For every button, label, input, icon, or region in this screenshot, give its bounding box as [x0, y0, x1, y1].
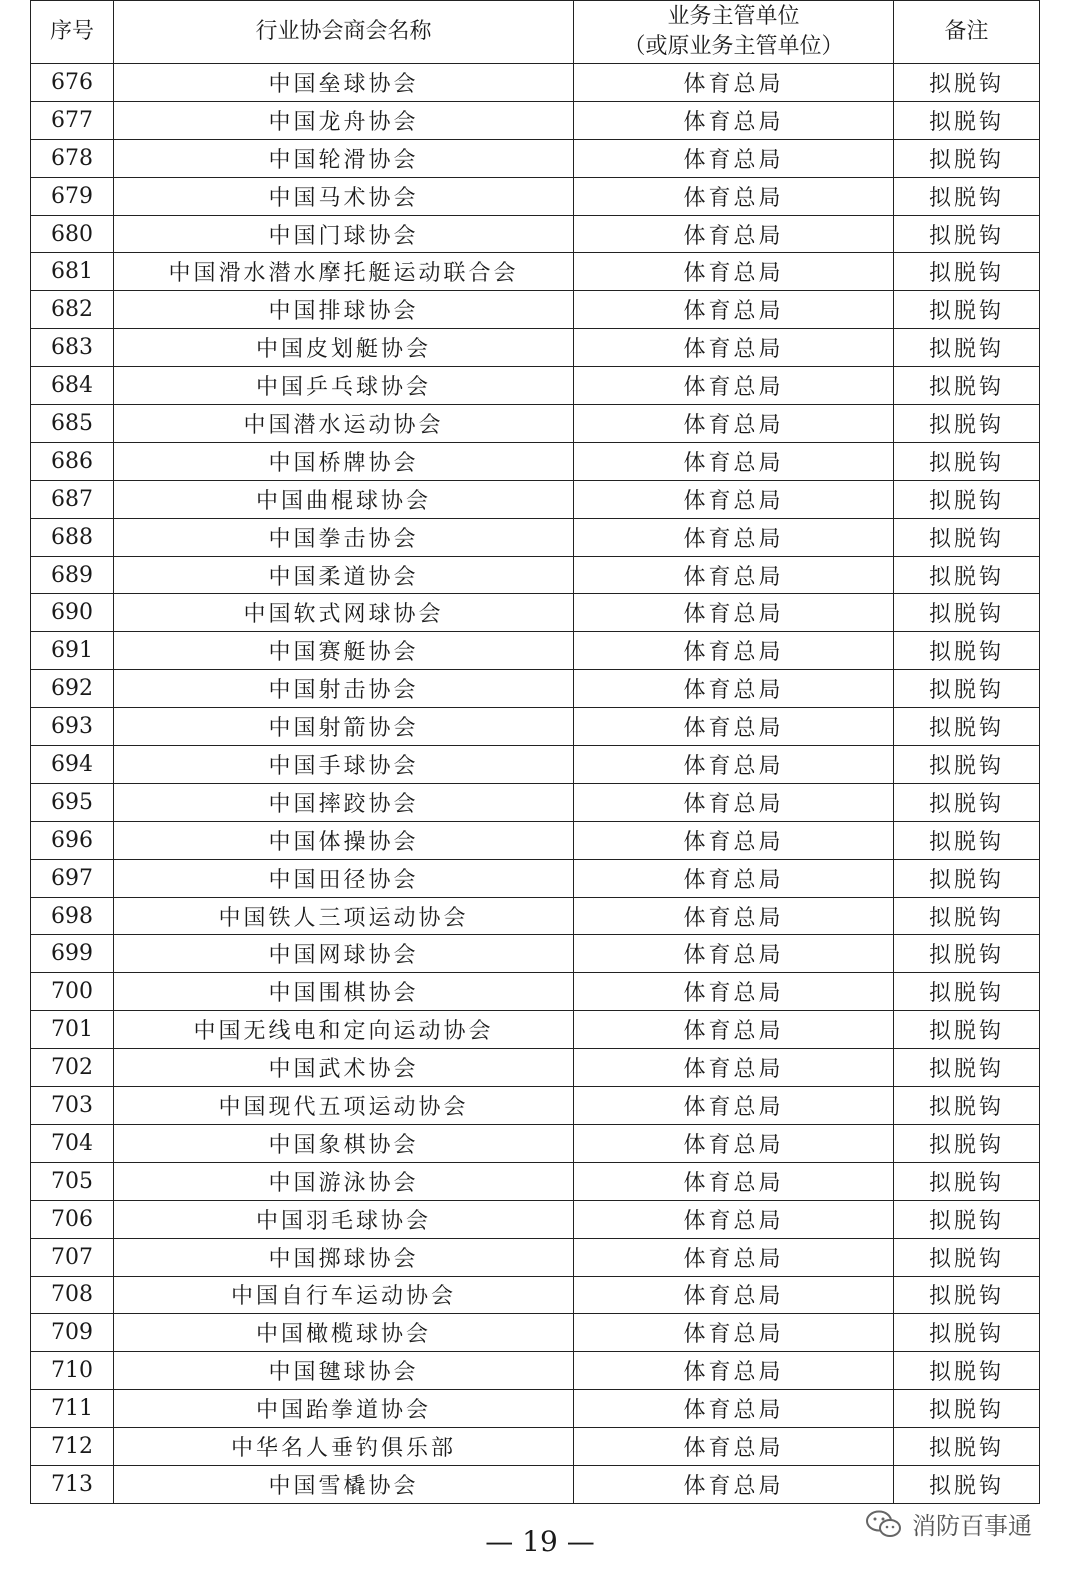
associations-table [30, 0, 1040, 1504]
cell-note: 拟脱钩 [894, 101, 1040, 139]
header-note: 备注 [894, 1, 1040, 64]
table-row [31, 1352, 1040, 1390]
table-row [31, 708, 1040, 746]
cell-seq: 706 [31, 1200, 114, 1238]
cell-name: 中国铁人三项运动协会 [114, 897, 574, 935]
cell-name: 中国垒球协会 [114, 64, 574, 102]
table-row [31, 291, 1040, 329]
table-row [31, 1162, 1040, 1200]
cell-supervisor: 体育总局 [574, 1352, 894, 1390]
cell-name: 中华名人垂钓俱乐部 [114, 1428, 574, 1466]
cell-note: 拟脱钩 [894, 1314, 1040, 1352]
cell-note: 拟脱钩 [894, 480, 1040, 518]
cell-supervisor: 体育总局 [574, 1314, 894, 1352]
cell-seq: 693 [31, 708, 114, 746]
cell-supervisor: 体育总局 [574, 594, 894, 632]
cell-seq: 708 [31, 1276, 114, 1314]
cell-note: 拟脱钩 [894, 897, 1040, 935]
cell-seq: 710 [31, 1352, 114, 1390]
cell-seq: 683 [31, 329, 114, 367]
cell-supervisor: 体育总局 [574, 139, 894, 177]
cell-note: 拟脱钩 [894, 594, 1040, 632]
cell-supervisor: 体育总局 [574, 1238, 894, 1276]
cell-supervisor: 体育总局 [574, 1124, 894, 1162]
cell-name: 中国橄榄球协会 [114, 1314, 574, 1352]
cell-name: 中国软式网球协会 [114, 594, 574, 632]
cell-note: 拟脱钩 [894, 783, 1040, 821]
table-row [31, 442, 1040, 480]
cell-seq: 703 [31, 1087, 114, 1125]
cell-seq: 687 [31, 480, 114, 518]
cell-seq: 712 [31, 1428, 114, 1466]
cell-supervisor: 体育总局 [574, 632, 894, 670]
cell-name: 中国乒乓球协会 [114, 367, 574, 405]
cell-supervisor: 体育总局 [574, 367, 894, 405]
cell-note: 拟脱钩 [894, 1124, 1040, 1162]
cell-supervisor: 体育总局 [574, 291, 894, 329]
cell-seq: 711 [31, 1390, 114, 1428]
cell-note: 拟脱钩 [894, 1011, 1040, 1049]
cell-name: 中国象棋协会 [114, 1124, 574, 1162]
cell-seq: 677 [31, 101, 114, 139]
cell-supervisor: 体育总局 [574, 1049, 894, 1087]
cell-seq: 707 [31, 1238, 114, 1276]
cell-supervisor: 体育总局 [574, 442, 894, 480]
table-row [31, 101, 1040, 139]
cell-note: 拟脱钩 [894, 215, 1040, 253]
cell-note: 拟脱钩 [894, 973, 1040, 1011]
cell-note: 拟脱钩 [894, 1465, 1040, 1503]
table-row [31, 1011, 1040, 1049]
table-row [31, 480, 1040, 518]
cell-supervisor: 体育总局 [574, 973, 894, 1011]
cell-seq: 705 [31, 1162, 114, 1200]
cell-supervisor: 体育总局 [574, 935, 894, 973]
cell-supervisor: 体育总局 [574, 821, 894, 859]
cell-supervisor: 体育总局 [574, 1390, 894, 1428]
cell-name: 中国桥牌协会 [114, 442, 574, 480]
cell-seq: 688 [31, 518, 114, 556]
cell-name: 中国滑水潜水摩托艇运动联合会 [114, 253, 574, 291]
cell-supervisor: 体育总局 [574, 783, 894, 821]
cell-note: 拟脱钩 [894, 821, 1040, 859]
header-row [31, 1, 1040, 64]
cell-supervisor: 体育总局 [574, 1087, 894, 1125]
cell-name: 中国射箭协会 [114, 708, 574, 746]
cell-name: 中国毽球协会 [114, 1352, 574, 1390]
cell-note: 拟脱钩 [894, 139, 1040, 177]
cell-note: 拟脱钩 [894, 177, 1040, 215]
cell-note: 拟脱钩 [894, 632, 1040, 670]
cell-note: 拟脱钩 [894, 329, 1040, 367]
cell-seq: 699 [31, 935, 114, 973]
cell-name: 中国网球协会 [114, 935, 574, 973]
cell-note: 拟脱钩 [894, 1428, 1040, 1466]
cell-seq: 692 [31, 670, 114, 708]
cell-note: 拟脱钩 [894, 1276, 1040, 1314]
cell-seq: 694 [31, 746, 114, 784]
cell-name: 中国射击协会 [114, 670, 574, 708]
cell-supervisor: 体育总局 [574, 480, 894, 518]
cell-name: 中国柔道协会 [114, 556, 574, 594]
table-row [31, 783, 1040, 821]
cell-note: 拟脱钩 [894, 1200, 1040, 1238]
table-row [31, 64, 1040, 102]
cell-seq: 701 [31, 1011, 114, 1049]
cell-supervisor: 体育总局 [574, 1428, 894, 1466]
cell-supervisor: 体育总局 [574, 897, 894, 935]
table-row [31, 821, 1040, 859]
cell-name: 中国雪橇协会 [114, 1465, 574, 1503]
cell-seq: 696 [31, 821, 114, 859]
table-row [31, 859, 1040, 897]
cell-supervisor: 体育总局 [574, 746, 894, 784]
table-row [31, 1276, 1040, 1314]
cell-seq: 679 [31, 177, 114, 215]
table-row [31, 935, 1040, 973]
cell-seq: 690 [31, 594, 114, 632]
cell-name: 中国无线电和定向运动协会 [114, 1011, 574, 1049]
cell-supervisor: 体育总局 [574, 708, 894, 746]
cell-note: 拟脱钩 [894, 1049, 1040, 1087]
cell-name: 中国手球协会 [114, 746, 574, 784]
table-row [31, 632, 1040, 670]
cell-supervisor: 体育总局 [574, 670, 894, 708]
header-supervisor [574, 1, 894, 64]
table-row [31, 1390, 1040, 1428]
cell-seq: 698 [31, 897, 114, 935]
table-row [31, 1124, 1040, 1162]
cell-note: 拟脱钩 [894, 670, 1040, 708]
cell-name: 中国围棋协会 [114, 973, 574, 1011]
cell-name: 中国体操协会 [114, 821, 574, 859]
cell-note: 拟脱钩 [894, 708, 1040, 746]
table-row [31, 746, 1040, 784]
cell-name: 中国门球协会 [114, 215, 574, 253]
cell-note: 拟脱钩 [894, 1238, 1040, 1276]
header-seq: 序号 [31, 1, 114, 64]
cell-seq: 691 [31, 632, 114, 670]
cell-name: 中国掷球协会 [114, 1238, 574, 1276]
cell-name: 中国自行车运动协会 [114, 1276, 574, 1314]
cell-seq: 678 [31, 139, 114, 177]
cell-supervisor: 体育总局 [574, 1162, 894, 1200]
cell-note: 拟脱钩 [894, 442, 1040, 480]
cell-name: 中国赛艇协会 [114, 632, 574, 670]
cell-note: 拟脱钩 [894, 405, 1040, 443]
cell-seq: 681 [31, 253, 114, 291]
cell-name: 中国曲棍球协会 [114, 480, 574, 518]
cell-note: 拟脱钩 [894, 367, 1040, 405]
table-row [31, 329, 1040, 367]
cell-seq: 680 [31, 215, 114, 253]
cell-seq: 704 [31, 1124, 114, 1162]
cell-note: 拟脱钩 [894, 935, 1040, 973]
cell-name: 中国跆拳道协会 [114, 1390, 574, 1428]
cell-name: 中国龙舟协会 [114, 101, 574, 139]
cell-name: 中国轮滑协会 [114, 139, 574, 177]
cell-note: 拟脱钩 [894, 746, 1040, 784]
table-row [31, 670, 1040, 708]
table-row [31, 139, 1040, 177]
cell-seq: 682 [31, 291, 114, 329]
table-row [31, 405, 1040, 443]
table-row [31, 556, 1040, 594]
cell-supervisor: 体育总局 [574, 329, 894, 367]
table-row [31, 367, 1040, 405]
table-row [31, 1200, 1040, 1238]
cell-supervisor: 体育总局 [574, 1011, 894, 1049]
cell-name: 中国潜水运动协会 [114, 405, 574, 443]
cell-seq: 695 [31, 783, 114, 821]
table-row [31, 253, 1040, 291]
cell-seq: 713 [31, 1465, 114, 1503]
table-row [31, 1049, 1040, 1087]
cell-seq: 684 [31, 367, 114, 405]
table-row [31, 594, 1040, 632]
cell-name: 中国现代五项运动协会 [114, 1087, 574, 1125]
cell-note: 拟脱钩 [894, 291, 1040, 329]
cell-seq: 686 [31, 442, 114, 480]
table-row [31, 1238, 1040, 1276]
cell-supervisor: 体育总局 [574, 215, 894, 253]
cell-supervisor: 体育总局 [574, 101, 894, 139]
table-row [31, 518, 1040, 556]
cell-name: 中国田径协会 [114, 859, 574, 897]
page-number: — 19 — [485, 1525, 595, 1558]
header-supervisor-line2: （或原业务主管单位） [623, 34, 844, 59]
cell-note: 拟脱钩 [894, 859, 1040, 897]
cell-seq: 685 [31, 405, 114, 443]
cell-name: 中国游泳协会 [114, 1162, 574, 1200]
cell-supervisor: 体育总局 [574, 253, 894, 291]
cell-note: 拟脱钩 [894, 1390, 1040, 1428]
cell-seq: 689 [31, 556, 114, 594]
cell-name: 中国武术协会 [114, 1049, 574, 1087]
cell-supervisor: 体育总局 [574, 1200, 894, 1238]
cell-name: 中国摔跤协会 [114, 783, 574, 821]
cell-supervisor: 体育总局 [574, 405, 894, 443]
cell-seq: 702 [31, 1049, 114, 1087]
cell-note: 拟脱钩 [894, 1352, 1040, 1390]
cell-note: 拟脱钩 [894, 1162, 1040, 1200]
cell-seq: 709 [31, 1314, 114, 1352]
watermark-text: 消防百事通 [912, 1512, 1032, 1540]
cell-supervisor: 体育总局 [574, 64, 894, 102]
cell-seq: 676 [31, 64, 114, 102]
cell-supervisor: 体育总局 [574, 177, 894, 215]
cell-name: 中国羽毛球协会 [114, 1200, 574, 1238]
cell-note: 拟脱钩 [894, 556, 1040, 594]
cell-note: 拟脱钩 [894, 1087, 1040, 1125]
table-row [31, 215, 1040, 253]
table-body [31, 64, 1040, 1504]
header-name: 行业协会商会名称 [114, 1, 574, 64]
cell-supervisor: 体育总局 [574, 556, 894, 594]
cell-supervisor: 体育总局 [574, 518, 894, 556]
cell-note: 拟脱钩 [894, 64, 1040, 102]
table-row [31, 1314, 1040, 1352]
cell-note: 拟脱钩 [894, 253, 1040, 291]
cell-name: 中国皮划艇协会 [114, 329, 574, 367]
table-row [31, 1428, 1040, 1466]
table-row [31, 1087, 1040, 1125]
cell-name: 中国排球协会 [114, 291, 574, 329]
cell-supervisor: 体育总局 [574, 859, 894, 897]
table-header [31, 1, 1040, 64]
cell-name: 中国马术协会 [114, 177, 574, 215]
table-row [31, 973, 1040, 1011]
cell-seq: 700 [31, 973, 114, 1011]
cell-name: 中国拳击协会 [114, 518, 574, 556]
cell-note: 拟脱钩 [894, 518, 1040, 556]
table-row [31, 1465, 1040, 1503]
cell-supervisor: 体育总局 [574, 1465, 894, 1503]
table-row [31, 897, 1040, 935]
cell-seq: 697 [31, 859, 114, 897]
table-row [31, 177, 1040, 215]
cell-supervisor: 体育总局 [574, 1276, 894, 1314]
header-supervisor-line1: 业务主管单位 [667, 4, 800, 29]
